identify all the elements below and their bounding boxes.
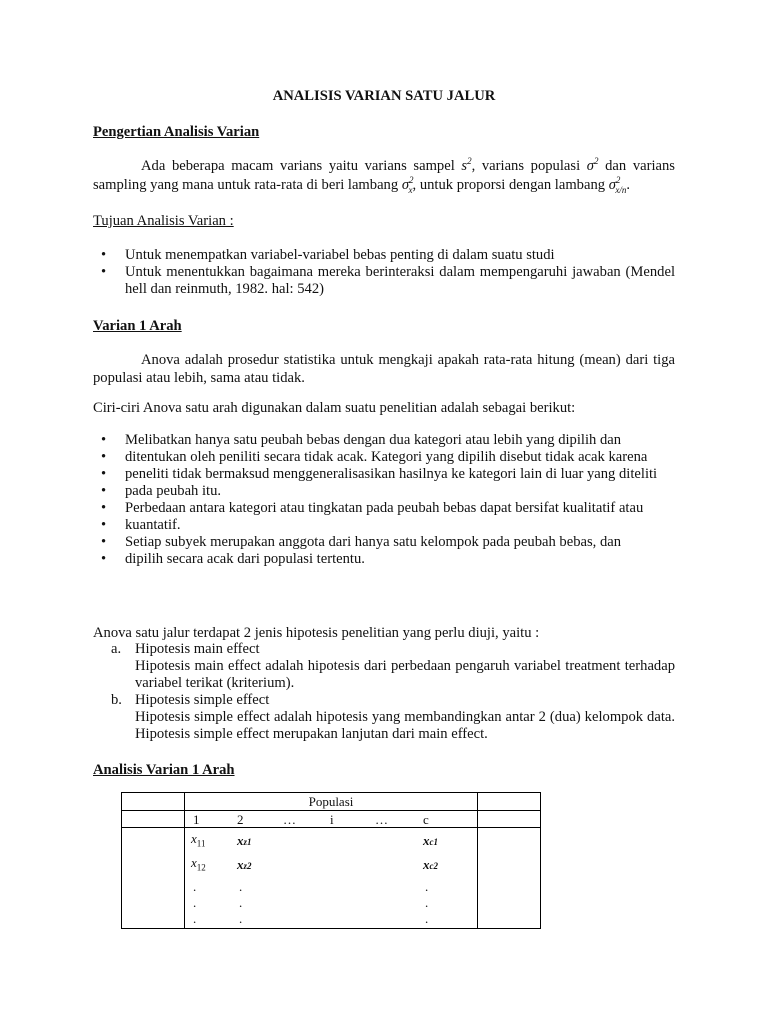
list-item: • dipilih secara acak dari populasi tertentu. bbox=[93, 551, 675, 568]
para-text-c: dan varians sampling yang mana untuk rata-rata di beri lambang bbox=[93, 158, 675, 193]
list-item: • Untuk menempatkan variabel-variabel bebas penting di dalam suatu studi bbox=[93, 247, 675, 264]
table-header-populasi: Populasi bbox=[185, 793, 478, 811]
table-cell bbox=[478, 828, 541, 929]
ellipsis-dot: . bbox=[425, 879, 429, 894]
paragraph-anova-definition: Anova adalah prosedur statistika untuk mengkaji apakah rata-rata hitung (mean) dari tiga populasi atau lebih, sama atau tidak. bbox=[93, 352, 675, 386]
para-text-d: , untuk proporsi dengan lambang bbox=[412, 177, 606, 193]
heading-analisis-varian: Analisis Varian 1 Arah bbox=[93, 762, 235, 778]
populasi-table bbox=[121, 792, 541, 929]
ellipsis-dot: . bbox=[193, 911, 197, 926]
hipotesis-item-a bbox=[93, 641, 675, 692]
list-item: • kuantatif. bbox=[93, 517, 675, 534]
col-header: c bbox=[423, 812, 429, 827]
hipotesis-title: Hipotesis main effect bbox=[135, 641, 260, 657]
value-x12: $x_{12}$ bbox=[191, 855, 206, 873]
list-item: • Untuk menentukkan bagaimana mereka berinteraksi dalam mempengaruhi jawaban (Mendel hell dan reinmuth, 1982. hal: 542) bbox=[93, 264, 675, 298]
heading-varian-1-arah: Varian 1 Arah bbox=[93, 318, 182, 334]
heading-pengertian: Pengertian Analisis Varian bbox=[93, 124, 260, 140]
hipotesis-list bbox=[93, 641, 675, 743]
paragraph-pengertian bbox=[93, 157, 675, 195]
table-cell bbox=[478, 811, 541, 828]
ellipsis-dot: . bbox=[239, 911, 243, 926]
value-xc1: xc1 bbox=[423, 833, 438, 848]
paragraph-ciri-ciri: Ciri-ciri Anova satu arah digunakan dalam suatu penelitian adalah sebagai berikut: bbox=[93, 400, 576, 416]
list-item: • Setiap subyek merupakan anggota dari hanya satu kelompok pada peubah bebas, dan bbox=[93, 534, 675, 551]
symbol-sigma-xn: $\sigma^2_{x/n}$ bbox=[608, 175, 627, 195]
col-header: 2 bbox=[237, 812, 244, 827]
table-column-headers bbox=[185, 811, 478, 828]
hipotesis-item-b bbox=[93, 692, 675, 743]
table-cell bbox=[122, 793, 185, 811]
value-xz1: xz1 bbox=[237, 833, 252, 848]
value-xz2: xz2 bbox=[237, 857, 252, 872]
ellipsis-dot: . bbox=[239, 879, 243, 894]
col-header: … bbox=[283, 812, 296, 827]
symbol-sigma-x: $\sigma^2_x$ bbox=[401, 175, 414, 195]
document-title: ANALISIS VARIAN SATU JALUR bbox=[272, 88, 496, 104]
col-header: … bbox=[375, 812, 388, 827]
symbol-s: $s^2$ bbox=[461, 156, 472, 174]
list-item: • peneliti tidak bermaksud menggeneralisasikan hasilnya ke kategori lain di luar yang diteliti bbox=[93, 466, 675, 483]
ellipsis-dot: . bbox=[425, 895, 429, 910]
table-cell bbox=[478, 793, 541, 811]
value-x11: $x_{11}$ bbox=[191, 831, 206, 849]
symbol-sigma-population: $\sigma^2$ bbox=[586, 156, 599, 174]
paragraph-hipotesis-intro: Anova satu jalur terdapat 2 jenis hipotesis penelitian yang perlu diuji, yaitu : bbox=[93, 625, 540, 641]
list-marker: b. bbox=[111, 692, 122, 708]
hipotesis-title: Hipotesis simple effect bbox=[135, 692, 270, 708]
ellipsis-dot: . bbox=[239, 895, 243, 910]
list-item: • pada peubah itu. bbox=[93, 483, 675, 500]
list-item: • Melibatkan hanya satu peubah bebas dengan dua kategori atau lebih yang dipilih dan bbox=[93, 432, 675, 449]
col-header: 1 bbox=[193, 812, 200, 827]
list-item: • Perbedaan antara kategori atau tingkatan pada peubah bebas dapat bersifat kualitatif atau bbox=[93, 500, 675, 517]
ellipsis-dot: . bbox=[193, 879, 197, 894]
list-item: • ditentukan oleh peniliti secara tidak acak. Kategori yang dipilih disebut tidak acak karena bbox=[93, 449, 675, 466]
para-text-e: . bbox=[626, 177, 631, 193]
table-data-cell bbox=[185, 828, 478, 929]
para-text-b: , varians populasi bbox=[471, 158, 581, 174]
value-xc2: xc2 bbox=[423, 857, 438, 872]
ellipsis-dot: . bbox=[193, 895, 197, 910]
table-cell bbox=[122, 811, 185, 828]
tujuan-list bbox=[93, 247, 675, 298]
para-text-a: Ada beberapa macam varians yaitu varians sampel bbox=[141, 158, 455, 174]
hipotesis-desc: Hipotesis main effect adalah hipotesis dari perbedaan pengaruh variabel treatment terhadap variabel terikat (kriterium). bbox=[135, 658, 675, 691]
col-header: i bbox=[330, 812, 334, 827]
table-cell bbox=[122, 828, 185, 929]
heading-tujuan: Tujuan Analisis Varian : bbox=[93, 213, 234, 229]
ciri-list bbox=[93, 432, 675, 568]
hipotesis-desc: Hipotesis simple effect adalah hipotesis yang membandingkan antar 2 (dua) kelompok data. Hipotesis simple effect merupakan lanjutan dari main effect. bbox=[135, 709, 675, 742]
ellipsis-dot: . bbox=[425, 911, 429, 926]
list-marker: a. bbox=[111, 641, 122, 657]
